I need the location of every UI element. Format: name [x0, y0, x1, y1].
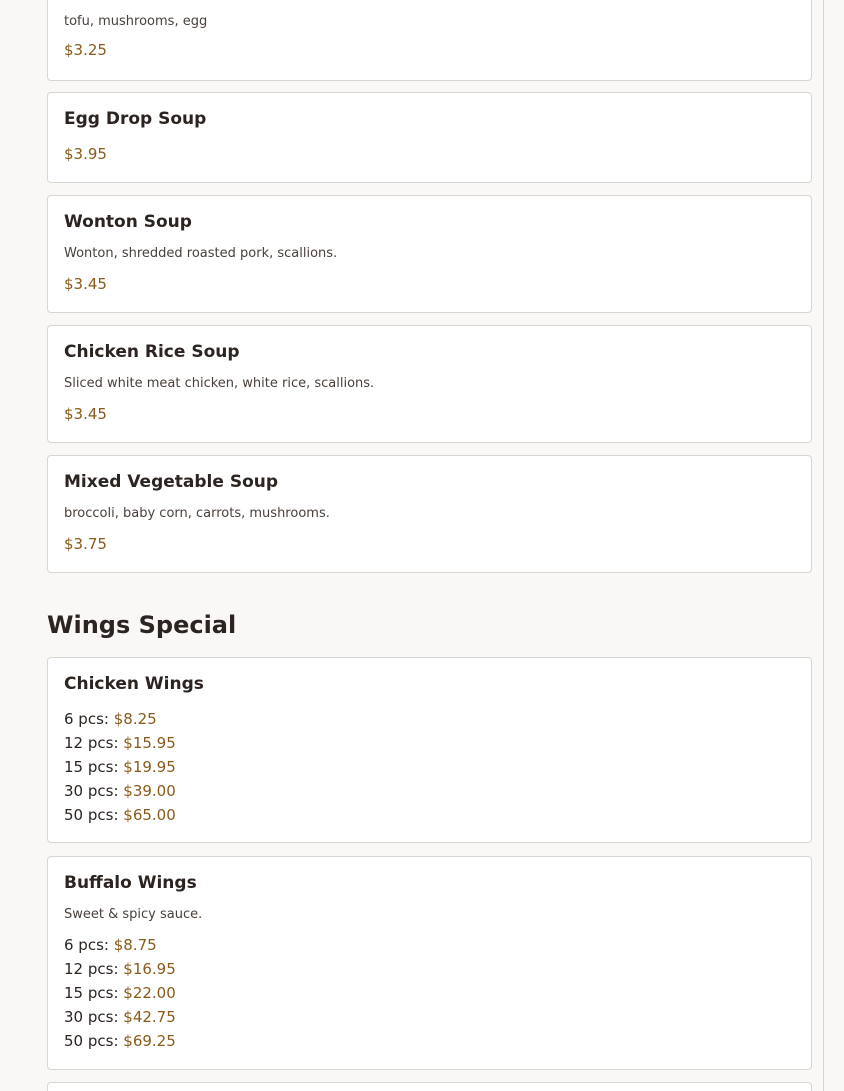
price-quantity: 50 pcs: — [64, 806, 119, 824]
price-option — [64, 707, 176, 731]
price-list — [64, 707, 176, 827]
price-list — [64, 933, 176, 1053]
price-value: $19.95 — [123, 758, 176, 776]
menu-item-name: Wonton Soup — [64, 212, 192, 232]
menu-item-description: Wonton, shredded roasted pork, scallions. — [64, 246, 338, 261]
price-option — [64, 1005, 176, 1029]
price-quantity: 6 pcs: — [64, 710, 109, 728]
menu-item-name: Buffalo Wings — [64, 873, 197, 893]
price-option — [64, 957, 176, 981]
menu-item-card[interactable] — [47, 92, 812, 183]
price-option — [64, 779, 176, 803]
menu-item-price: $3.25 — [64, 41, 107, 59]
price-value: $42.75 — [123, 1008, 176, 1026]
price-quantity: 30 pcs: — [64, 1008, 119, 1026]
price-quantity: 6 pcs: — [64, 936, 109, 954]
price-option — [64, 1029, 176, 1053]
menu-item-card[interactable] — [47, 1082, 812, 1091]
price-value: $69.25 — [123, 1032, 176, 1050]
menu-item-description: Sliced white meat chicken, white rice, scallions. — [64, 376, 375, 391]
price-quantity: 12 pcs: — [64, 734, 119, 752]
price-quantity: 15 pcs: — [64, 758, 119, 776]
menu-item-price: $3.45 — [64, 275, 107, 293]
price-quantity: 12 pcs: — [64, 960, 119, 978]
price-quantity: 50 pcs: — [64, 1032, 119, 1050]
menu-item-price: $3.75 — [64, 535, 107, 553]
price-value: $16.95 — [123, 960, 176, 978]
price-option — [64, 731, 176, 755]
menu-item-name: Chicken Rice Soup — [64, 342, 240, 362]
price-option — [64, 933, 176, 957]
menu-item-name: Egg Drop Soup — [64, 109, 207, 129]
menu-item-card[interactable] — [47, 195, 812, 313]
price-option — [64, 803, 176, 827]
scrollbar[interactable] — [823, 0, 824, 1091]
menu-item-card[interactable] — [47, 325, 812, 443]
menu-item-card[interactable] — [47, 856, 812, 1070]
menu-item-card[interactable] — [47, 455, 812, 573]
menu-item-description: broccoli, baby corn, carrots, mushrooms. — [64, 506, 330, 521]
price-option — [64, 981, 176, 1005]
menu-item-name: Mixed Vegetable Soup — [64, 472, 279, 492]
price-option — [64, 755, 176, 779]
price-value: $39.00 — [123, 782, 176, 800]
price-value: $15.95 — [123, 734, 176, 752]
price-value: $65.00 — [123, 806, 176, 824]
price-value: $8.25 — [113, 710, 157, 728]
price-quantity: 15 pcs: — [64, 984, 119, 1002]
menu-item-card[interactable] — [47, 0, 812, 81]
price-quantity: 30 pcs: — [64, 782, 119, 800]
menu-item-price: $3.45 — [64, 405, 107, 423]
menu-item-card[interactable] — [47, 657, 812, 843]
price-value: $8.75 — [113, 936, 157, 954]
menu-item-description: tofu, mushrooms, egg — [64, 14, 208, 29]
menu-item-price: $3.95 — [64, 145, 107, 163]
price-value: $22.00 — [123, 984, 176, 1002]
menu-item-name: Chicken Wings — [64, 674, 204, 694]
section-heading: Wings Special — [47, 611, 237, 639]
menu-item-description: Sweet & spicy sauce. — [64, 907, 203, 922]
